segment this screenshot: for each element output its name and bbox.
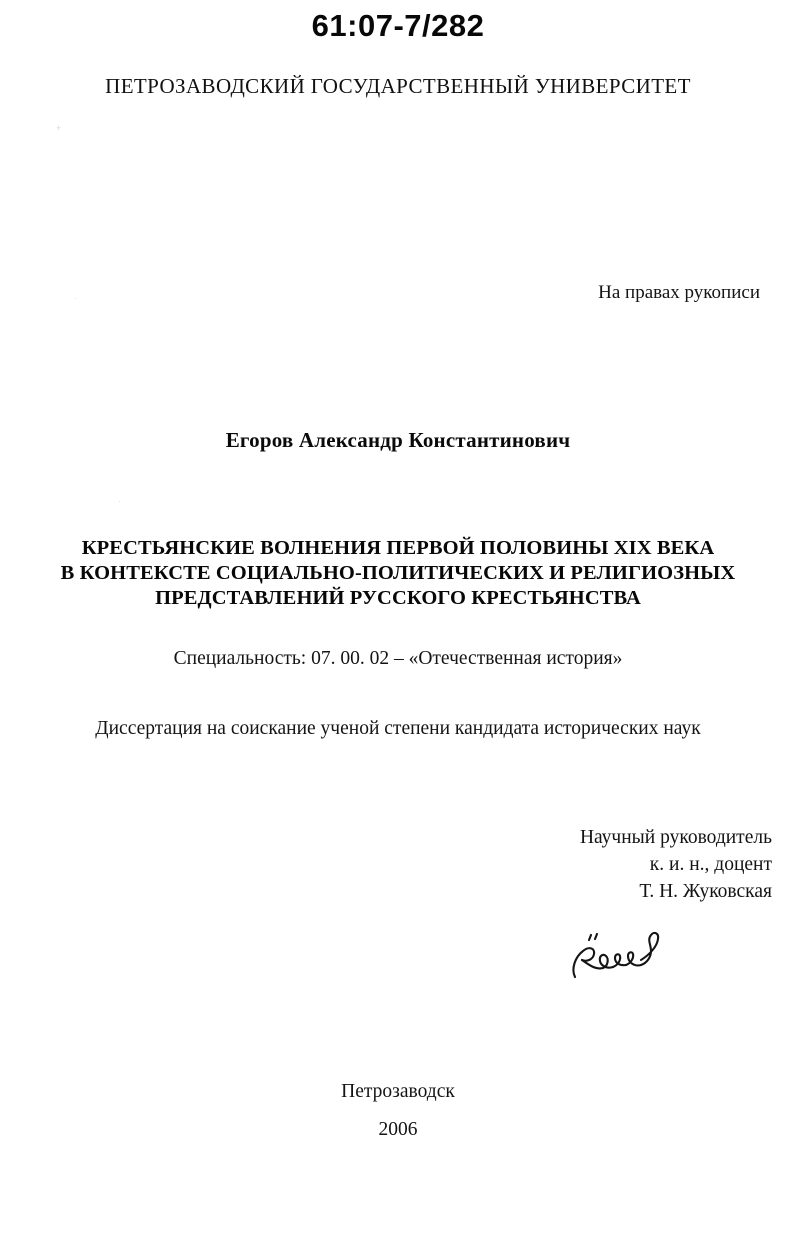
publication-year: 2006 [378,1119,418,1140]
title-line-1: КРЕСТЬЯНСКИЕ ВОЛНЕНИЯ ПЕРВОЙ ПОЛОВИНЫ XIX ВЕКА [81,537,715,559]
scan-speckle-artifact: · [118,496,121,506]
title-line-2: В КОНТЕКСТЕ СОЦИАЛЬНО-ПОЛИТИЧЕСКИХ И РЕЛИГИОЗНЫХ [60,562,736,584]
manuscript-rights-note: На правах рукописи [598,282,760,303]
institution-name: ПЕТРОЗАВОДСКИЙ ГОСУДАРСТВЕННЫЙ УНИВЕРСИТЕТ [105,74,691,98]
scientific-advisor-block [0,824,772,905]
scan-speckle-artifact: + [56,123,62,133]
publication-place: Петрозаводск [341,1081,455,1102]
dissertation-title [60,536,736,611]
title-line-3: ПРЕДСТАВЛЕНИЙ РУССКОГО КРЕСТЬЯНСТВА [155,587,641,609]
specialty-line: Специальность: 07. 00. 02 – «Отечественная история» [173,648,623,669]
advisor-role-label: Научный руководитель [579,827,772,848]
advisor-name: Т. Н. Жуковская [639,881,772,902]
degree-statement: Диссертация на соискание ученой степени кандидата исторических наук [95,718,701,739]
author-name: Егоров Александр Константинович [225,428,571,452]
archive-stamp: 61:07-7/282 [311,8,485,43]
scan-speckle-artifact: · [74,293,77,303]
advisor-degree-label: к. и. н., доцент [649,854,772,875]
handwritten-signature [565,924,675,986]
